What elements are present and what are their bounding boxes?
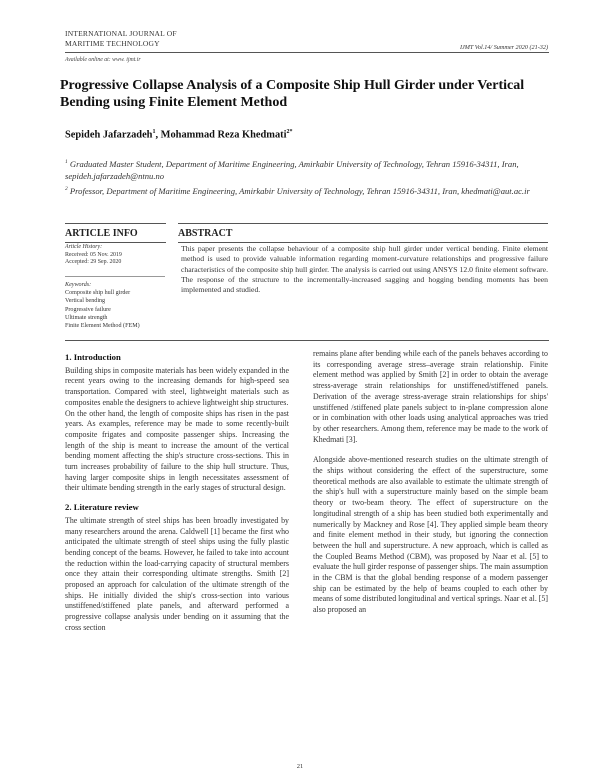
keywords-label: Keywords: bbox=[65, 282, 92, 288]
section-heading-literature-review: 2. Literature review bbox=[65, 502, 139, 513]
keywords-divider bbox=[65, 276, 165, 277]
keyword: Ultimate strength bbox=[65, 314, 108, 321]
affiliation bbox=[65, 183, 547, 197]
body-paragraph: Alongside above-mentioned research studies on the ultimate strength of the ships without considering the effect of the superstructure, some theoretical methods are also available to estimate the ultimate strength of the ship's hull with a superstructure mainly based on the simple beam theory or two-beam theory. The effect of superstructure on the longitudinal strength of a ship has been studied both experimentally and numerically by Mackney and Rose [4]. They applied simple beam theory and finite element method in their study, but ignoring the connection between the hull and superstructure. A new approach, which is called as the Coupled Beams Method (CBM), was proposed by Naar et al. [5] to evaluate the hull girder response of passenger ships. The main assumption in the CBM is that the global bending response of a modern passenger ship can be estimated by the help of beams coupled to each other by means of some distributed longitudinal and vertical springs. Naar et al. [5] also proposed an bbox=[313, 455, 548, 615]
affiliation-text: Professor, Department of Maritime Engineering, Amirkabir University of Technology, Tehran 15916-34311, Iran, khedmati@aut.ac.ir bbox=[67, 185, 530, 196]
author-affiliation-marker: 1 bbox=[152, 129, 156, 135]
keyword: Progressive failure bbox=[65, 306, 111, 313]
journal-name-line2: MARITIME TECHNOLOGY bbox=[65, 39, 160, 48]
keywords-block bbox=[65, 281, 175, 330]
keyword: Vertical bending bbox=[65, 298, 106, 305]
abstract-text: This paper presents the collapse behaviour of a composite ship hull girder under vertical bending. Finite element method is used to provide valuable information regarding moment-curvature relationships and progressive failure characteristics of the composite ship hull girder. The analysis is carried out using ANSYS 12.0 finite element software. The response of the structure to the incrementally-increased sagging and hogging bending moments has been implemented and studied. bbox=[181, 244, 548, 295]
section-heading-introduction: 1. Introduction bbox=[65, 352, 121, 362]
affiliation-marker: 2 bbox=[65, 186, 68, 192]
journal-name bbox=[65, 29, 177, 49]
journal-citation: IJMT Vol.14/ Summer 2020 (21-32) bbox=[459, 44, 548, 51]
body-paragraph: The ultimate strength of steel ships has been broadly investigated by many researchers around the arena. Caldwell [1] became the first who anticipated the ultimate strength of steel ships using the fully plastic bending concept of the beams. However, he failed to take into account the reduction within the load-carrying capacity of structural members once they attain their corresponding ultimate strengths. Smith [2] proposed an approach for calculation of the ultimate strength of the ships. He initially divided the ship's cross-section into various unstiffened/stiffened plate panels, and afterward performed a progressive collapse analysis under bending on it assuming that the cross section bbox=[65, 515, 289, 632]
online-availability: Available online at: www. ijmt.ir bbox=[65, 57, 141, 63]
keyword: Finite Element Method (FEM) bbox=[65, 323, 140, 330]
body-paragraph: On the other hand, the length of composite ships has risen in the past years. As examples, reference may be made to some recently-built composite frigates and composite passenger ships. Increasing the length of the ship is meant to increase the amount of the vertical bending moment affecting the ship's structure cross-sections. This in turn increases probability of failure to the ship hull structure. Thus, having larger composite ships in length necessitates assessment of their ultimate bending strength in the early stages of structural design. bbox=[65, 408, 289, 493]
author-separator: , bbox=[155, 129, 161, 141]
article-history bbox=[65, 244, 173, 267]
abstract-heading: ABSTRACT bbox=[178, 223, 548, 243]
body-right-column bbox=[313, 349, 548, 616]
affiliation-marker: 1 bbox=[65, 159, 68, 165]
article-info-heading: ARTICLE INFO bbox=[65, 223, 166, 243]
keyword: Composite ship hull girder bbox=[65, 290, 131, 297]
author-affiliation-marker: 2* bbox=[286, 129, 293, 135]
page-number: 21 bbox=[296, 763, 304, 770]
body-paragraph: remains plane after bending while each of the panels behaves according to its corresponding average stress–average strain relationship. Finite element method was applied by Smith [2] in order to obtain the average stress-average strain relationships for unstiffened/stiffened panels. Derivation of the average stress-average strain relationships for ships' unstiffened /stiffened plate panels subject to in-plane compression alone or in combination with other loads using analytical approaches was tried by other researchers. Among them, reference may be made to the work of Khedmati [3]. bbox=[313, 349, 548, 444]
author-list bbox=[65, 129, 293, 140]
front-matter-bottom-rule bbox=[65, 340, 549, 341]
author-name: Mohammad Reza Khedmati bbox=[160, 129, 287, 141]
paper-title: Progressive Collapse Analysis of a Composite Ship Hull Girder under Vertical Bending using Finite Element Method bbox=[60, 78, 525, 110]
header-rule bbox=[65, 52, 549, 53]
history-label: Article History: bbox=[65, 244, 103, 250]
body-paragraph: Building ships in composite materials has been widely expanded in the recent years owing to the increasing demands for high-speed sea transportation. Compared with steel, lightweight materials such as composites enable the designers to achieve lightweight ship structures. bbox=[65, 365, 289, 407]
received-date: Received: 05 Nov. 2019 bbox=[65, 251, 122, 258]
affiliation bbox=[65, 156, 547, 182]
body-left-column bbox=[65, 352, 289, 634]
author-name: Sepideh Jafarzadeh bbox=[65, 129, 153, 141]
affiliation-text: Graduated Master Student, Department of Maritime Engineering, Amirkabir University of Technology, Tehran 15916-34311, Iran, sepideh.jafarzadeh@ntnu.no bbox=[65, 158, 519, 181]
journal-name-line1: INTERNATIONAL JOURNAL OF bbox=[65, 29, 177, 38]
accepted-date: Accepted: 29 Sep. 2020 bbox=[65, 259, 122, 266]
